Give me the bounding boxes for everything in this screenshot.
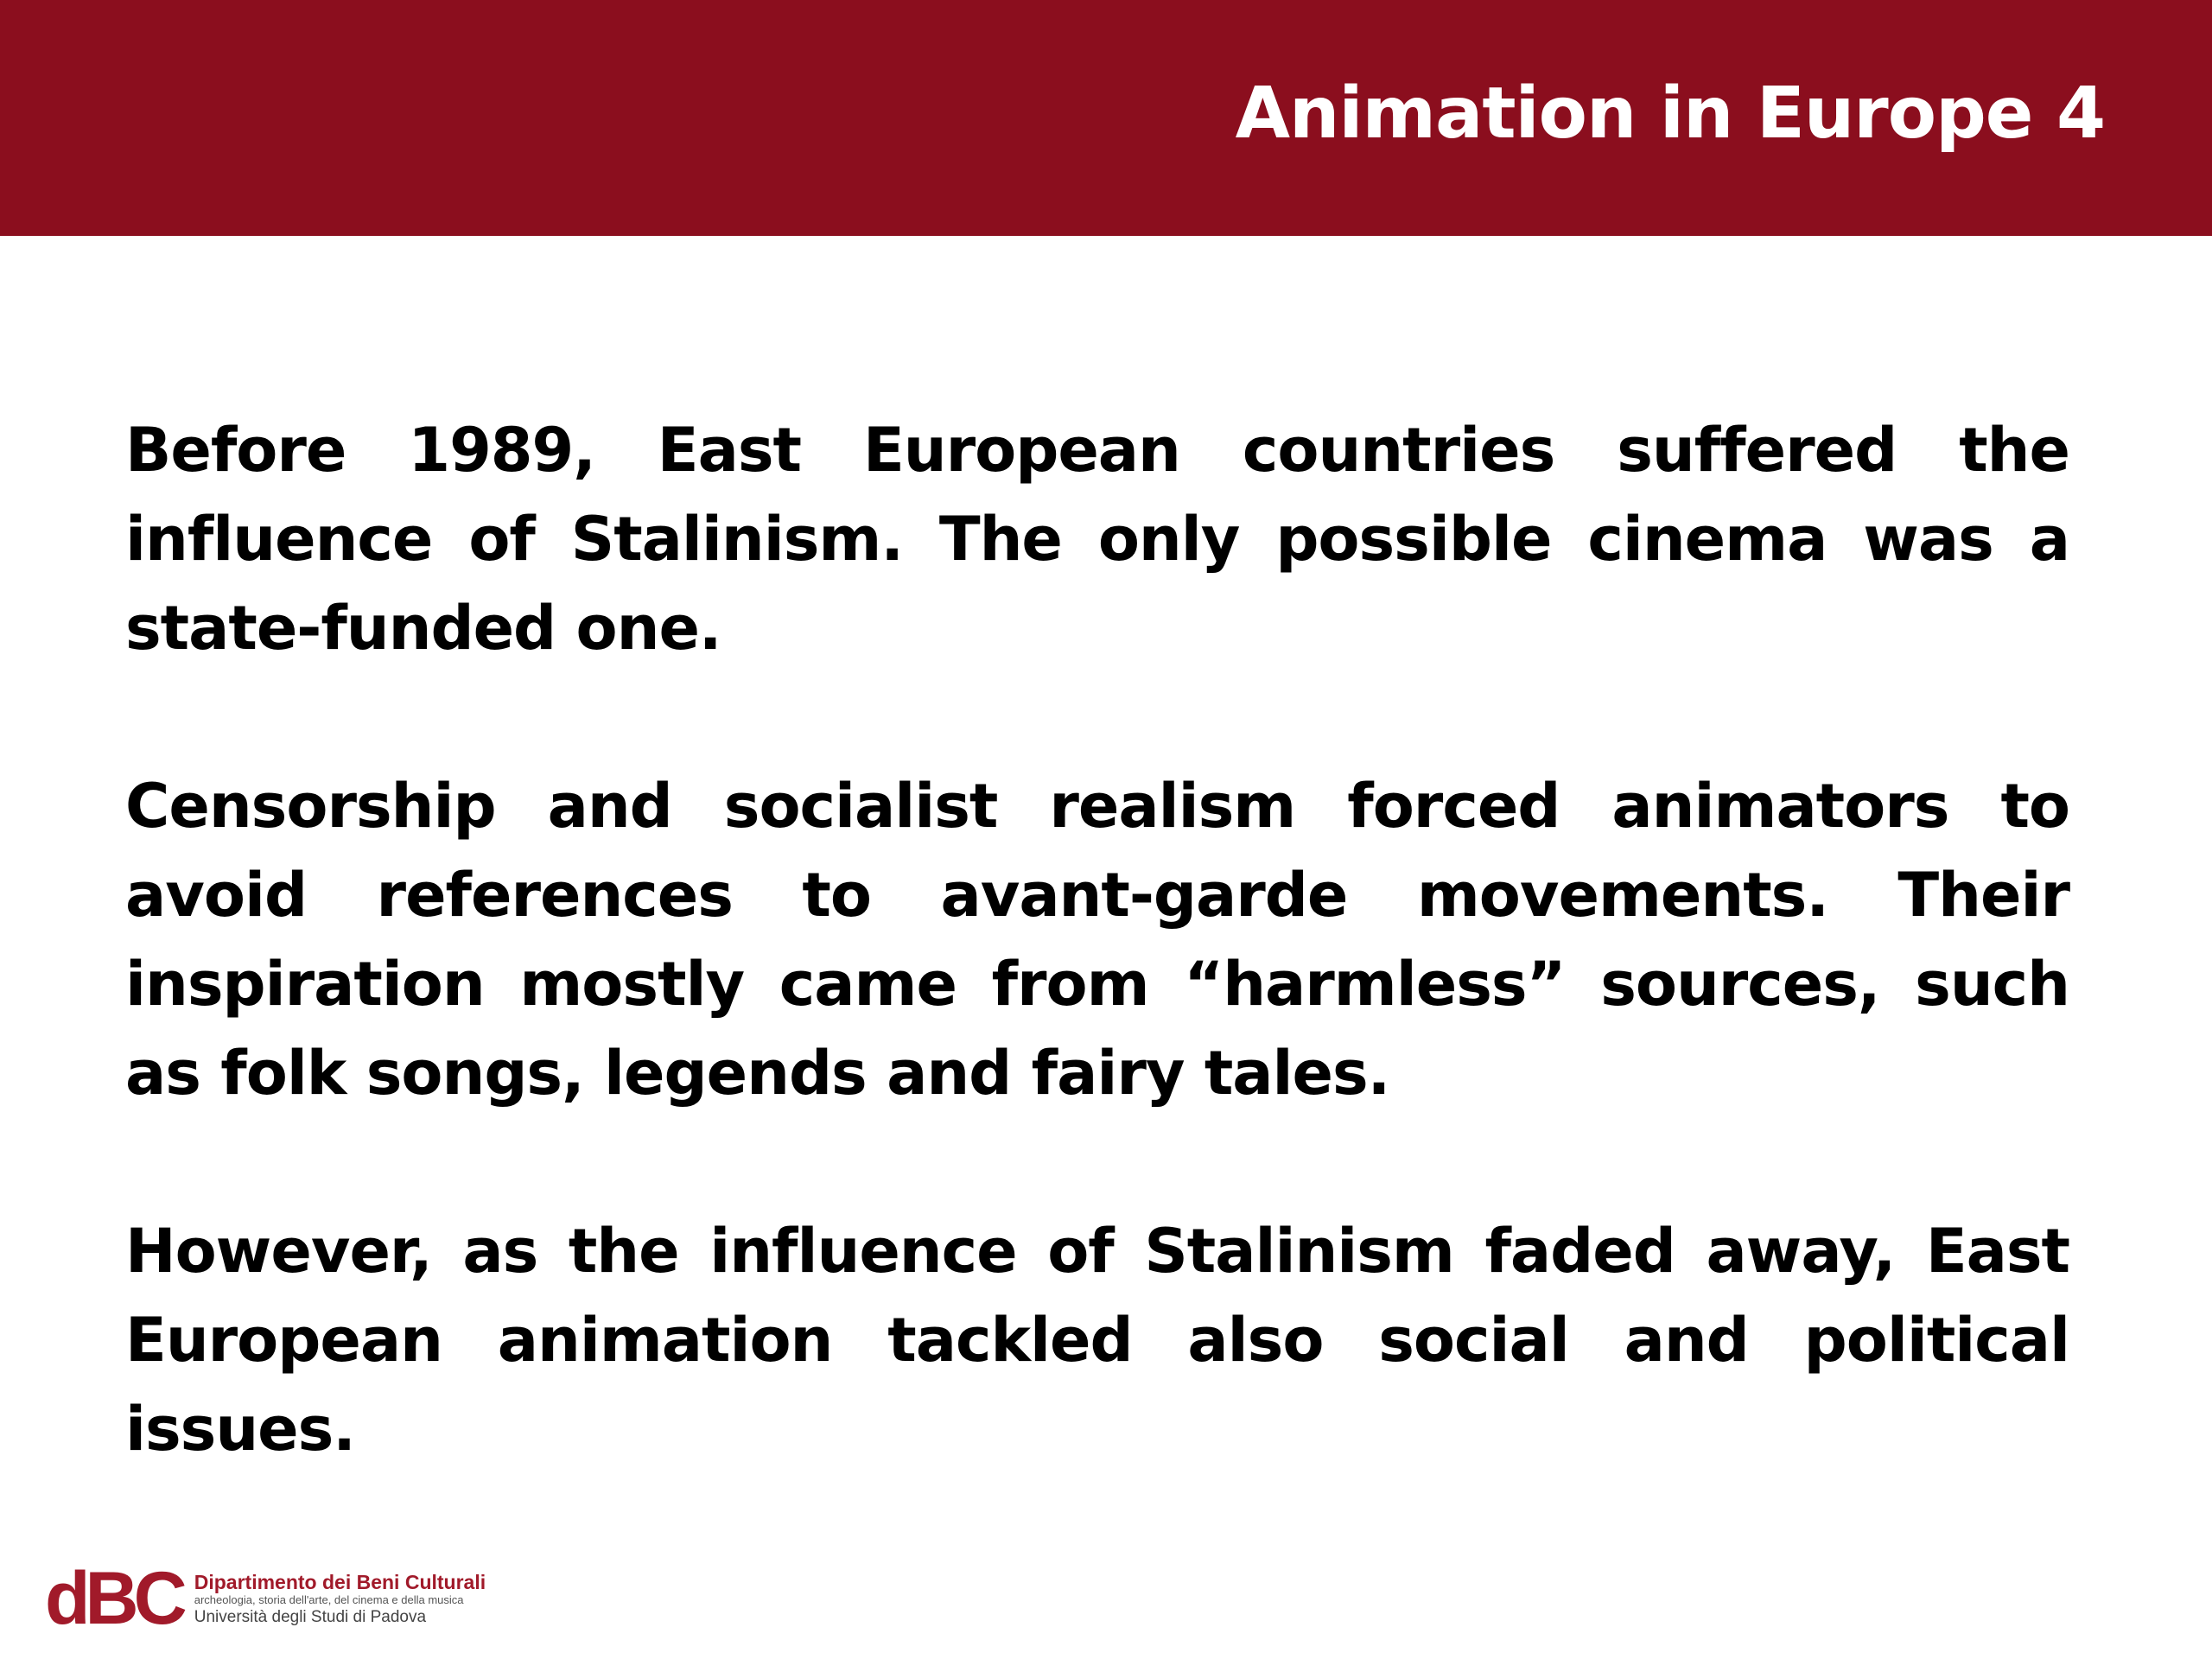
department-logo [45, 1555, 486, 1642]
dbc-logo-mark: dBC [45, 1557, 182, 1640]
slide-body [125, 406, 2069, 1474]
logo-department-subtitle: archeologia, storia dell'arte, del cinema e della musica [194, 1592, 464, 1606]
logo-university-name: Università degli Studi di Padova [194, 1607, 427, 1626]
slide-title: Animation in Europe 4 [1235, 73, 2105, 155]
logo-text-block [194, 1571, 486, 1627]
logo-department-name: Dipartimento dei Beni Culturali [194, 1570, 486, 1593]
body-paragraph-1: Before 1989, East European countries suffered the influence of Stalinism. The only possible cinema was a state-funded one. [125, 415, 2069, 664]
header-band [0, 0, 2212, 236]
body-paragraph-3: However, as the influence of Stalinism faded away, East European animation tackled also social and political issues. [125, 1216, 2069, 1465]
body-paragraph-2: Censorship and socialist realism forced animators to avoid references to avant-garde movements. Their inspiration mostly came from “harmless” sources, such as folk songs, legends and fairy tales. [125, 771, 2069, 1109]
